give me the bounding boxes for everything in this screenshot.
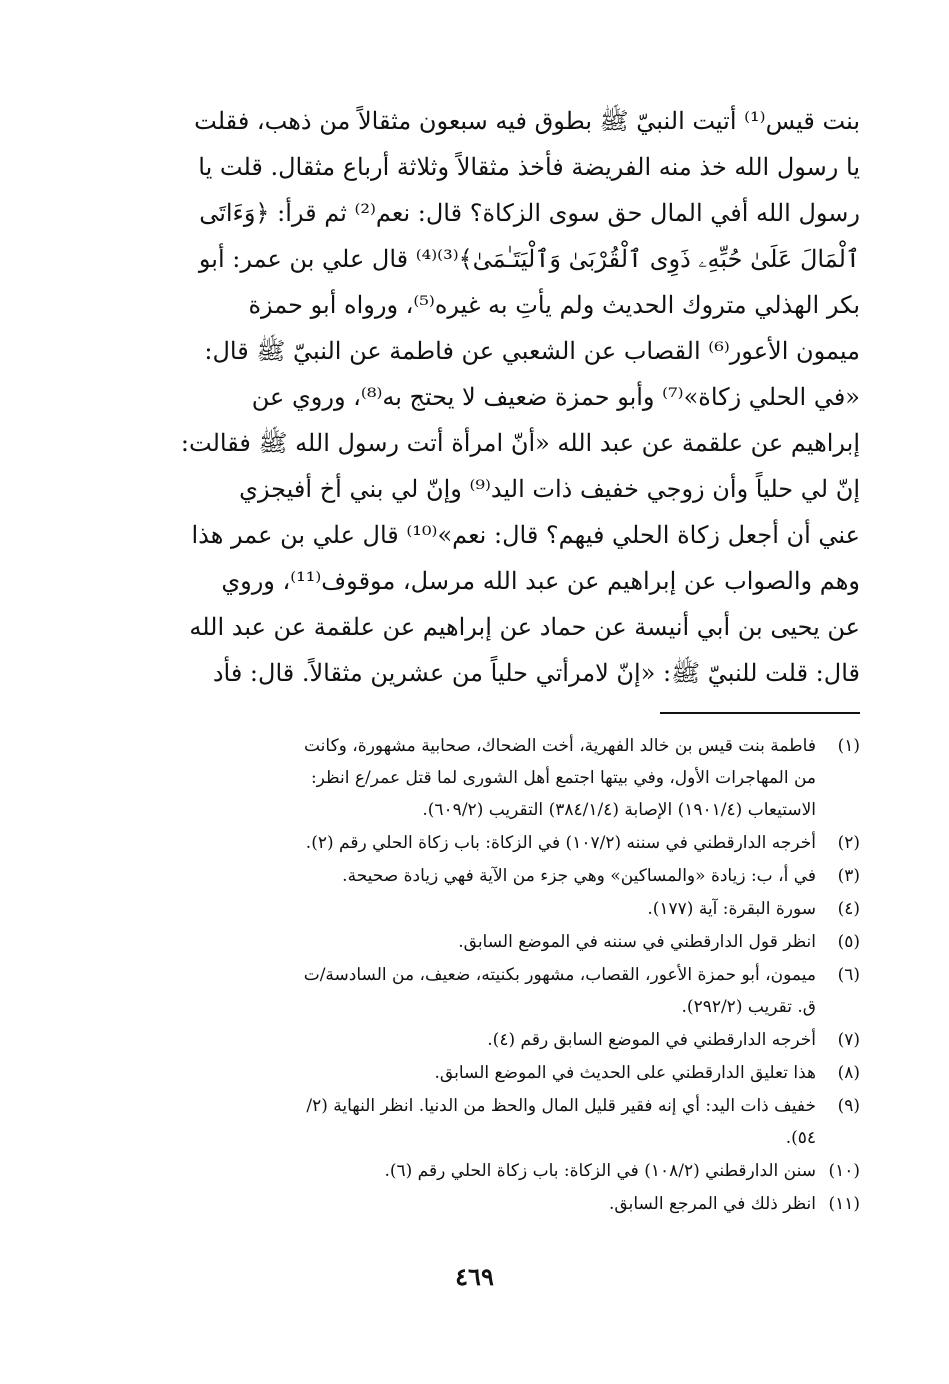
footnote-text — [160, 959, 816, 1023]
footnote-item — [160, 893, 860, 925]
footnote-text — [160, 730, 816, 826]
footnote-line: انظر ذلك في المرجع السابق. — [609, 1194, 816, 1214]
footnote-text — [160, 1090, 816, 1154]
footnote-number: (١٠) — [828, 1161, 860, 1181]
footnote-separator — [660, 712, 860, 714]
footnote-number: (٦) — [837, 965, 860, 985]
footnote-number: (٥) — [837, 932, 860, 952]
footnote-text — [160, 1024, 816, 1056]
body-line: يا رسول الله خذ منه الفريضة فأخذ مثقالاً وثلاثة أرباع مثقال. قلت يا — [198, 153, 860, 181]
body-line: عني أن أجعل زكاة الحلي فيهم؟ قال: نعم»⁽¹⁰⁾ قال علي بن عمر هذا — [191, 521, 860, 549]
footnote-line: أخرجه الدارقطني في سننه (١٠٧/٢) في الزكاة: باب زكاة الحلي رقم (٢). — [305, 833, 816, 853]
footnote-line: ميمون، أبو حمزة الأعور، القصاب، مشهور بكنيته، ضعيف، من السادسة/ت — [303, 965, 816, 985]
footnote-item — [160, 1024, 860, 1056]
body-line: ٱلْمَالَ عَلَىٰ حُبِّهِۦ ذَوِى ٱلْقُرْبَىٰ وَٱلْيَتَـٰمَىٰ﴾⁽³⁾⁽⁴⁾ قال علي بن عمر: أبو — [198, 245, 860, 273]
footnotes-section — [160, 730, 860, 1221]
main-body-text — [160, 98, 860, 696]
body-line: بنت قيس⁽¹⁾ أتيت النبيّ ﷺ بطوق فيه سبعون مثقالاً من ذهب، فقلت — [194, 107, 860, 135]
footnote-line: فاطمة بنت قيس بن خالد الفهرية، أخت الضحاك، صحابية مشهورة، وكانت — [303, 736, 816, 756]
footnote-text — [160, 1057, 816, 1089]
footnote-line: في أ، ب: زيادة «والمساكين» وهي جزء من الآية فهي زيادة صحيحة. — [342, 866, 816, 886]
footnote-line: الاستيعاب (١٩٠١/٤) الإصابة (٣٨٤/١/٤) التقريب (٦٠٩/٢). — [422, 800, 816, 820]
footnote-item — [160, 730, 860, 826]
footnote-line: ق. تقريب (٢٩٢/٢). — [681, 997, 816, 1017]
footnote-item — [160, 1188, 860, 1220]
footnote-number: (١١) — [828, 1194, 860, 1214]
footnote-line: سورة البقرة: آية (١٧٧). — [647, 899, 816, 919]
footnote-item — [160, 926, 860, 958]
page-number: ٤٦٩ — [455, 1262, 494, 1291]
footnote-text — [160, 893, 816, 925]
footnote-line: أخرجه الدارقطني في الموضع السابق رقم (٤). — [487, 1030, 816, 1050]
footnote-number: (٢) — [837, 833, 860, 853]
footnote-item — [160, 1057, 860, 1089]
footnote-text — [160, 926, 816, 958]
footnote-item — [160, 827, 860, 859]
footnote-item — [160, 1155, 860, 1187]
footnote-text — [160, 1155, 816, 1187]
footnote-item — [160, 1090, 860, 1154]
footnote-text — [160, 827, 816, 859]
body-line: ميمون الأعور⁽⁶⁾ القصاب عن الشعبي عن فاطمة عن النبيّ ﷺ قال: — [204, 337, 860, 365]
footnote-number: (٨) — [837, 1063, 860, 1083]
body-line: بكر الهذلي متروك الحديث ولم يأتِ به غيره⁽⁵⁾، ورواه أبو حمزة — [248, 291, 860, 319]
footnote-line: خفيف ذات اليد: أي إنه فقير قليل المال والحظ من الدنيا. انظر النهاية (٢/ — [306, 1096, 816, 1116]
footnote-number: (١) — [837, 736, 860, 756]
body-line: وهم والصواب عن إبراهيم عن عبد الله مرسل، موقوف⁽¹¹⁾، وروي — [221, 567, 860, 595]
footnote-line: من المهاجرات الأول، وفي بيتها اجتمع أهل الشورى لما قتل عمر/ع انظر: — [310, 768, 816, 788]
body-line: عن يحيى بن أبي أنيسة عن حماد عن إبراهيم عن علقمة عن عبد الله — [189, 613, 860, 641]
footnote-number: (٤) — [837, 899, 860, 919]
footnote-text — [160, 1188, 816, 1220]
footnote-number: (٣) — [837, 866, 860, 886]
footnote-line: انظر قول الدارقطني في سننه في الموضع السابق. — [458, 932, 816, 952]
body-line: إنّ لي حلياً وأن زوجي خفيف ذات اليد⁽⁹⁾ وإنّ لي بني أخ أفيجزي — [239, 475, 860, 503]
body-line: إبراهيم عن علقمة عن عبد الله «أنّ امرأة أتت رسول الله ﷺ فقالت: — [180, 429, 860, 457]
footnote-number: (٧) — [837, 1030, 860, 1050]
body-line: قال: قلت للنبيّ ﷺ: «إنّ لامرأتي حلياً من عشرين مثقالاً. قال: فأد — [212, 659, 860, 687]
footnote-line: سنن الدارقطني (١٠٨/٢) في الزكاة: باب زكاة الحلي رقم (٦). — [384, 1161, 816, 1181]
body-line: رسول الله أفي المال حق سوى الزكاة؟ قال: نعم⁽²⁾ ثم قرأ: ﴿وَءَاتَى — [199, 199, 860, 227]
body-line: «في الحلي زكاة»⁽⁷⁾ وأبو حمزة ضعيف لا يحتج به⁽⁸⁾، وروي عن — [251, 383, 860, 411]
footnote-item — [160, 959, 860, 1023]
footnote-number: (٩) — [837, 1096, 860, 1116]
footnote-text — [160, 860, 816, 892]
footnote-line: هذا تعليق الدارقطني على الحديث في الموضع السابق. — [434, 1063, 816, 1083]
footnote-item — [160, 860, 860, 892]
footnote-line: ٥٤). — [785, 1128, 816, 1148]
